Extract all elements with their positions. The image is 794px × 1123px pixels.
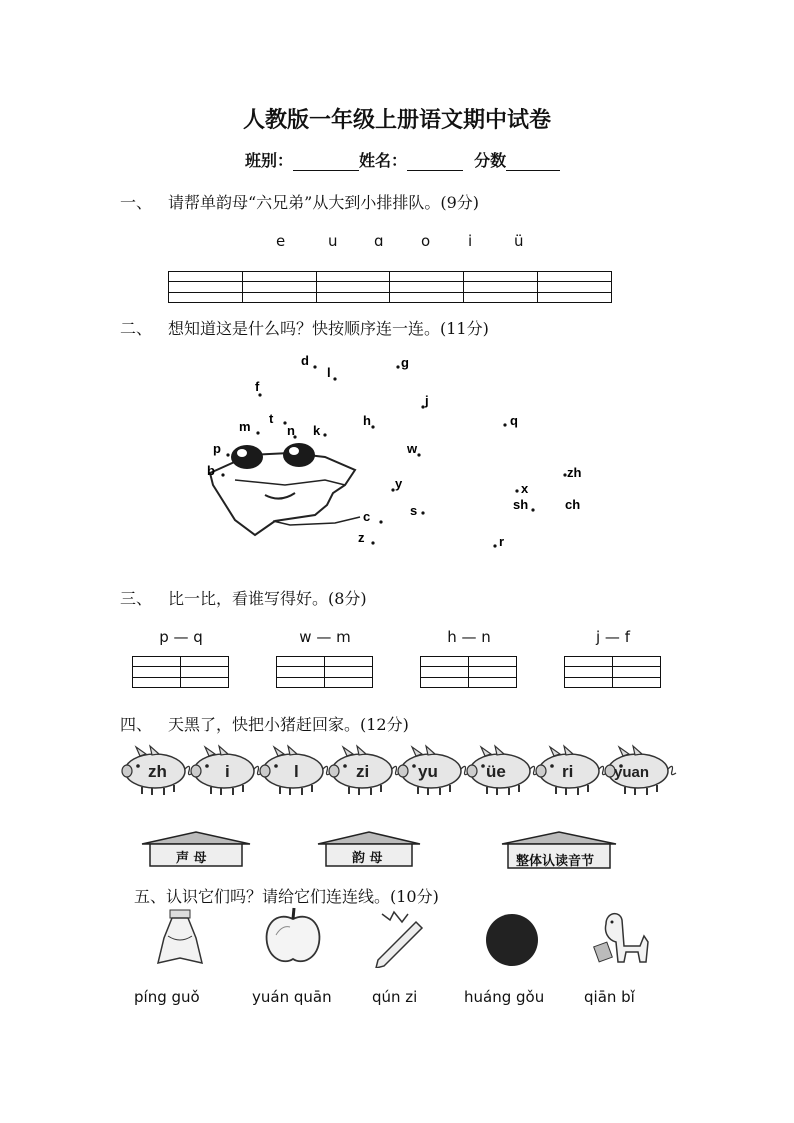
name-blank[interactable] bbox=[407, 154, 463, 171]
student-info bbox=[245, 148, 560, 171]
vowel-3: ɑ bbox=[374, 232, 384, 250]
dot-letter-n: n bbox=[287, 423, 295, 438]
question-4 bbox=[120, 712, 409, 735]
dot-letter-p: p bbox=[213, 441, 221, 456]
dot-to-dot-picture bbox=[195, 345, 615, 560]
house-label-initials: 声 母 bbox=[176, 851, 207, 866]
house-label-finals: 韵 母 bbox=[352, 851, 383, 866]
pig-label-5: yu bbox=[418, 762, 438, 781]
pig-row bbox=[118, 742, 678, 802]
question-2-number: 二、 bbox=[120, 319, 153, 338]
question-4-number: 四、 bbox=[120, 715, 153, 734]
page-title: 人教版一年级上册语文期中试卷 bbox=[242, 107, 551, 133]
pig-label-8: yuan bbox=[614, 764, 650, 781]
letter-pair-4: j — f bbox=[596, 628, 630, 646]
pig-label-2: i bbox=[225, 762, 230, 781]
q3-grid-4[interactable] bbox=[564, 656, 661, 688]
question-1-number: 一、 bbox=[120, 193, 153, 212]
dot-letter-f: f bbox=[255, 379, 260, 394]
dot-letter-h: h bbox=[363, 413, 371, 428]
frog-right-eye bbox=[283, 443, 315, 467]
name-label: 姓名： bbox=[359, 151, 408, 170]
class-label: 班别： bbox=[245, 151, 294, 170]
frog-tail bbox=[273, 517, 360, 525]
dot-letter-m: m bbox=[239, 419, 251, 434]
pinyin-1: píng guǒ bbox=[134, 988, 200, 1006]
house-label-whole-syllables: 整体认读音节 bbox=[516, 854, 595, 869]
frog-mouth bbox=[265, 493, 295, 499]
dot-letter-q: q bbox=[510, 413, 518, 428]
dot-letter-l: l bbox=[327, 365, 331, 380]
pig-label-6: üe bbox=[486, 762, 506, 781]
q3-grid-2[interactable] bbox=[276, 656, 373, 688]
frog-fold-line bbox=[235, 480, 345, 485]
dot-letter-s: s bbox=[410, 503, 418, 518]
question-2-text: 想知道这是什么吗？快按顺序连一连。(11分) bbox=[168, 319, 489, 338]
vowel-5: i bbox=[468, 232, 473, 250]
dot-letter-y: y bbox=[395, 476, 403, 491]
dot-letter-b: b bbox=[207, 463, 215, 478]
frog-left-eye bbox=[231, 445, 263, 469]
class-blank[interactable] bbox=[293, 154, 359, 171]
question-3 bbox=[120, 586, 367, 609]
dot-letter-ch: ch bbox=[565, 497, 581, 512]
score-blank[interactable] bbox=[506, 154, 560, 171]
dot-letter-j: j bbox=[425, 393, 429, 408]
dot-letter-sh: sh bbox=[513, 497, 529, 512]
dot-letter-zh: zh bbox=[567, 465, 582, 480]
pig-label-4: zi bbox=[356, 762, 370, 781]
vowel-1: e bbox=[276, 232, 286, 250]
q3-grid-1[interactable] bbox=[132, 656, 229, 688]
question-1-text: 请帮单韵母“六兄弟”从大到小排排队。(9分) bbox=[168, 193, 480, 212]
apple-icon bbox=[262, 905, 324, 967]
circle-icon bbox=[484, 912, 540, 968]
dog-icon bbox=[590, 906, 654, 968]
score-label: 分数 bbox=[474, 151, 507, 170]
dot-letter-r: r bbox=[499, 534, 505, 549]
vowel-4: o bbox=[421, 232, 431, 250]
q3-grid-3[interactable] bbox=[420, 656, 517, 688]
dress-icon bbox=[150, 908, 210, 968]
pig-label-1: zh bbox=[148, 762, 167, 781]
dot-letter-k: k bbox=[313, 423, 321, 438]
vowel-2: u bbox=[328, 232, 338, 250]
q1-writing-grid[interactable] bbox=[168, 271, 612, 303]
dot-letter-x: x bbox=[521, 481, 529, 496]
question-5-text: 五、认识它们吗？请给它们连连线。(10分) bbox=[134, 887, 439, 906]
question-4-text: 天黑了，快把小猪赶回家。(12分) bbox=[168, 715, 409, 734]
pencil-icon bbox=[372, 908, 428, 968]
question-1 bbox=[120, 190, 479, 213]
letter-pair-3: h — n bbox=[447, 628, 491, 646]
pinyin-5: qiān bǐ bbox=[584, 988, 635, 1006]
pig-label-7: ri bbox=[562, 762, 574, 781]
pinyin-4: huáng gǒu bbox=[464, 988, 545, 1006]
dot-letter-d: d bbox=[301, 353, 309, 368]
pinyin-2: yuán quān bbox=[252, 988, 332, 1006]
question-3-text: 比一比，看谁写得好。(8分) bbox=[168, 589, 367, 608]
pig-label-3: l bbox=[294, 762, 299, 781]
letter-pair-1: p — q bbox=[159, 628, 203, 646]
dot-letter-w: w bbox=[407, 441, 418, 456]
dot-letter-g: g bbox=[401, 355, 409, 370]
dot-letter-z: z bbox=[358, 530, 365, 545]
pinyin-3: qún zi bbox=[372, 988, 418, 1006]
vowel-6: ü bbox=[514, 232, 524, 250]
question-3-number: 三、 bbox=[120, 589, 153, 608]
dot-letter-c: c bbox=[363, 509, 371, 524]
letter-pair-2: w — m bbox=[299, 628, 351, 646]
question-2 bbox=[120, 316, 489, 339]
dot-letter-t: t bbox=[269, 411, 274, 426]
